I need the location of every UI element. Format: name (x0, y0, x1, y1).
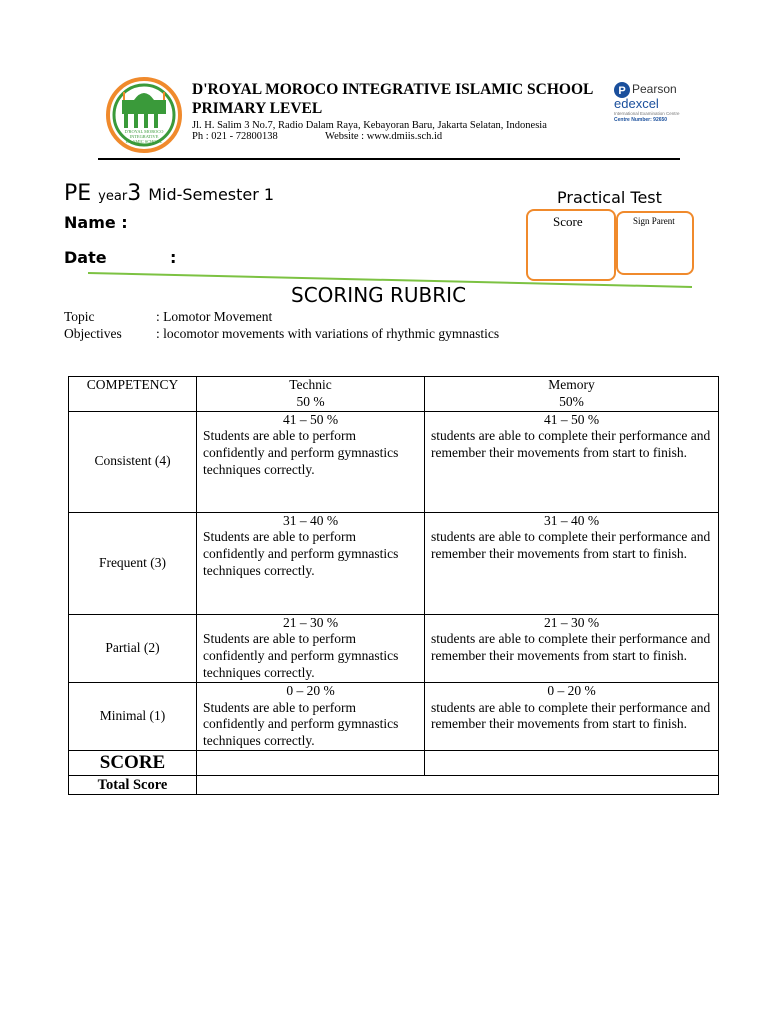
svg-text:ISLAMIC SCHOOL: ISLAMIC SCHOOL (125, 139, 163, 144)
memory-cell (425, 614, 719, 682)
header-technic-label: Technic (289, 377, 332, 392)
memory-cell (425, 682, 719, 750)
objectives-label: Objectives (64, 326, 122, 341)
memory-description: students are able to complete their performance and remember their movements from start to finish. (431, 631, 711, 664)
svg-text:INTEGRATIVE: INTEGRATIVE (129, 134, 159, 139)
rubric-table (68, 376, 719, 795)
sign-parent-label: Sign Parent (633, 216, 675, 226)
memory-range: 41 – 50 % (543, 411, 600, 427)
technic-description: Students are able to perform confidently and perform gymnastics techniques correctly. (203, 631, 399, 680)
technic-description: Students are able to perform confidently and perform gymnastics techniques correctly. (203, 428, 399, 477)
technic-description: Students are able to perform confidently and perform gymnastics techniques correctly. (203, 529, 399, 578)
table-row (69, 512, 719, 614)
school-phone: Ph : 021 - 72800138 (192, 131, 278, 142)
table-row (69, 614, 719, 682)
total-score-row (69, 775, 719, 794)
level-label: Consistent (4) (69, 411, 197, 512)
level-label: Minimal (1) (69, 682, 197, 750)
level-label: Partial (2) (69, 614, 197, 682)
score-row (69, 750, 719, 775)
year-number: 3 (127, 181, 142, 206)
school-level: PRIMARY LEVEL (192, 100, 323, 117)
technic-description: Students are able to perform confidently and perform gymnastics techniques correctly. (203, 699, 399, 749)
edexcel-brand: edexcel (614, 96, 659, 111)
technic-score-field[interactable] (197, 750, 425, 775)
period: Mid-Semester 1 (148, 185, 275, 204)
edexcel-tagline: International Examination Centre (614, 111, 680, 116)
header-memory (425, 377, 719, 412)
header-technic (197, 377, 425, 412)
school-address: Jl. H. Salim 3 No.7, Radio Dalam Raya, Kebayoran Baru, Jakarta Selatan, Indonesia (192, 120, 547, 131)
memory-cell (425, 411, 719, 512)
header-memory-weight: 50% (559, 393, 584, 409)
technic-range: 0 – 20 % (286, 682, 335, 698)
total-score-label: Total Score (97, 776, 168, 793)
svg-text:D'ROYAL MOROCO: D'ROYAL MOROCO (124, 129, 164, 134)
topic-value: : Lomotor Movement (156, 309, 273, 324)
total-label-cell (69, 775, 197, 794)
memory-score-field[interactable] (425, 750, 719, 775)
school-logo (104, 76, 184, 154)
memory-cell (425, 512, 719, 614)
score-box-label: Score (553, 214, 583, 229)
technic-range: 41 – 50 % (282, 411, 339, 427)
memory-range: 21 – 30 % (543, 614, 600, 630)
test-type: Practical Test (557, 188, 662, 207)
table-header-row (69, 377, 719, 412)
total-score-field[interactable] (197, 775, 719, 794)
header-competency: COMPETENCY (69, 377, 197, 412)
svg-text:P: P (618, 85, 626, 97)
header-memory-label: Memory (548, 377, 595, 392)
year-label: year (98, 189, 128, 204)
table-row (69, 682, 719, 750)
level-label: Frequent (3) (69, 512, 197, 614)
score-label-cell (69, 750, 197, 775)
pearson-brand: Pearson (632, 82, 677, 96)
memory-description: students are able to complete their performance and remember their movements from start to finish. (431, 428, 711, 461)
rubric-title: SCORING RUBRIC (291, 283, 467, 307)
memory-range: 31 – 40 % (543, 512, 600, 528)
technic-cell (197, 512, 425, 614)
date-label: Date (64, 248, 107, 267)
technic-range: 31 – 40 % (282, 512, 339, 528)
technic-cell (197, 411, 425, 512)
technic-cell (197, 614, 425, 682)
table-row (69, 411, 719, 512)
technic-range: 21 – 30 % (282, 614, 339, 630)
memory-description: students are able to complete their performance and remember their movements from start to finish. (431, 699, 711, 732)
topic-label: Topic (64, 309, 95, 324)
header-technic-weight: 50 % (296, 393, 325, 409)
score-label: SCORE (99, 751, 166, 773)
memory-range: 0 – 20 % (547, 682, 596, 698)
centre-number: Centre Number: 92650 (614, 117, 668, 123)
school-website: Website : www.dmiis.sch.id (325, 131, 443, 142)
test-heading (64, 181, 274, 206)
objectives-value: : locomotor movements with variations of rhythmic gymnastics (156, 326, 500, 341)
date-colon: : (170, 248, 177, 267)
technic-cell (197, 682, 425, 750)
subject: PE (64, 181, 92, 206)
school-name: D'ROYAL MOROCO INTEGRATIVE ISLAMIC SCHOOL (192, 81, 594, 98)
name-label: Name : (64, 213, 128, 232)
memory-description: students are able to complete their performance and remember their movements from start to finish. (431, 529, 711, 562)
